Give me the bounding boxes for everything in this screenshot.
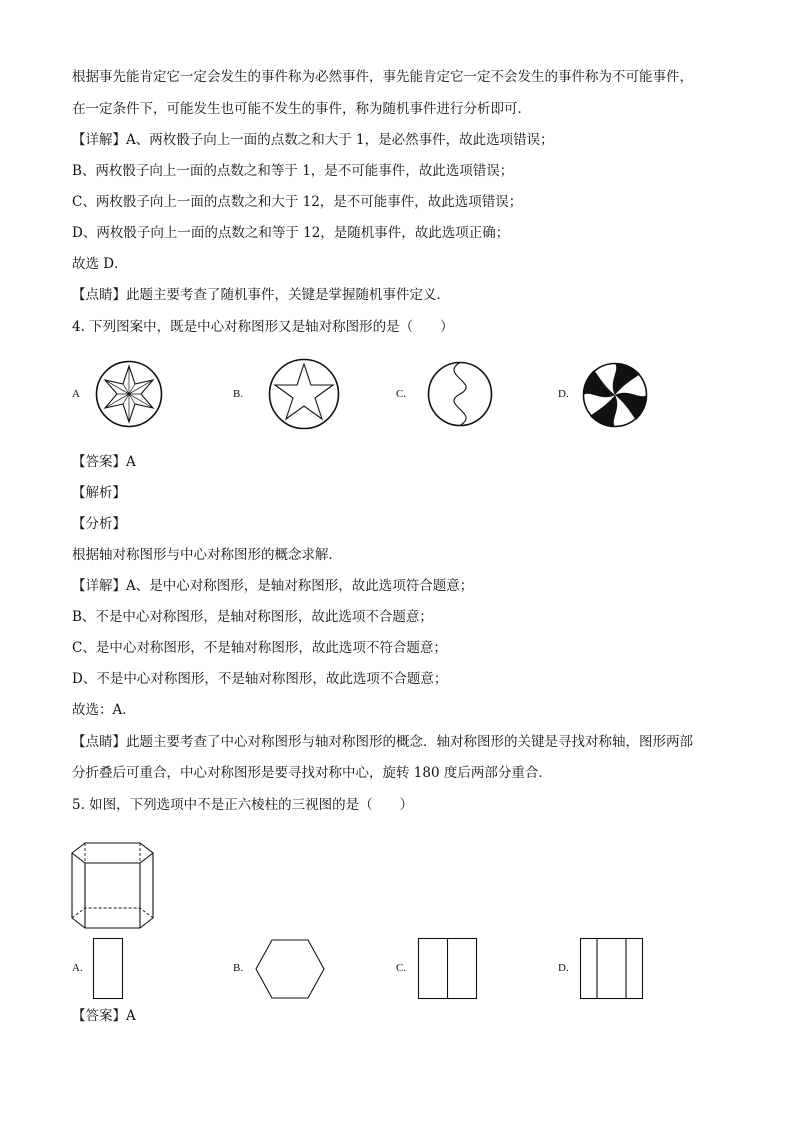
- q4-comment-line-1: 【点睛】此题主要考查了中心对称图形与轴对称图形的概念．轴对称图形的关键是寻找对称轴，图形两部: [72, 734, 693, 750]
- q4-detail-c: C、是中心对称图形，不是轴对称图形，故此选项不符合题意；: [72, 640, 447, 656]
- q4-option-c-figure: [427, 361, 493, 427]
- q4-option-c-label: C.: [396, 388, 407, 400]
- q5-stem: 5. 如图，下列选项中不是正六棱柱的三视图的是（ ）: [72, 797, 414, 813]
- q5-option-d-figure: [580, 938, 643, 999]
- q3-detail-a: 【详解】A、两枚骰子向上一面的点数之和大于 1，是必然事件，故此选项错误；: [72, 132, 554, 148]
- q4-fenxi-text: 根据轴对称图形与中心对称图形的概念求解．: [72, 547, 342, 563]
- q3-comment: 【点睛】此题主要考查了随机事件，关键是掌握随机事件定义．: [72, 287, 450, 303]
- q3-text-line-2: 在一定条件下，可能发生也可能不发生的事件，称为随机事件进行分析即可．: [72, 101, 531, 117]
- q5-option-b-figure: [255, 939, 325, 999]
- q4-detail-a: 【详解】A、是中心对称图形，是轴对称图形，故此选项符合题意；: [72, 578, 474, 594]
- q4-detail-b: B、不是中心对称图形，是轴对称图形，故此选项不合题意；: [72, 609, 433, 625]
- q4-detail-d: D、不是中心对称图形，不是轴对称图形，故此选项不合题意；: [72, 671, 448, 687]
- q3-detail-c: C、两枚骰子向上一面的点数之和大于 12，是不可能事件，故此选项错误；: [72, 194, 523, 210]
- q4-option-a-figure: [95, 360, 163, 428]
- q4-comment-line-2: 分折叠后可重合，中心对称图形是要寻找对称中心，旋转 180 度后两部分重合．: [72, 765, 552, 781]
- q5-hexagonal-prism-figure: [70, 840, 156, 932]
- q5-option-c-figure: [418, 938, 477, 999]
- q5-option-a-figure: [93, 938, 123, 999]
- q4-analysis-heading: 【解析】: [72, 485, 126, 501]
- q5-option-c-label: C.: [396, 962, 407, 974]
- q3-text-line-1: 根据事先能肯定它一定会发生的事件称为必然事件，事先能肯定它一定不会发生的事件称为不可能事件，: [72, 69, 693, 85]
- q4-option-d-label: D.: [558, 388, 569, 400]
- q4-option-b-figure: [268, 358, 340, 430]
- q5-answer: 【答案】A: [72, 1008, 136, 1024]
- q4-option-a-label: A: [72, 388, 80, 400]
- q5-option-b-label: B.: [233, 962, 244, 974]
- q3-detail-d: D、两枚骰子向上一面的点数之和等于 12，是随机事件，故此选项正确；: [72, 225, 510, 241]
- q3-detail-b: B、两枚骰子向上一面的点数之和等于 1，是不可能事件，故此选项错误；: [72, 163, 514, 179]
- q3-choice: 故选 D．: [72, 256, 128, 272]
- q5-option-d-label: D.: [558, 962, 569, 974]
- q5-option-a-label: A.: [72, 962, 83, 974]
- q4-option-d-figure: [582, 362, 648, 428]
- q4-answer: 【答案】A: [72, 454, 136, 470]
- q4-fenxi-heading: 【分析】: [72, 516, 126, 532]
- q4-choice: 故选：A．: [72, 702, 136, 718]
- q4-option-b-label: B.: [233, 388, 244, 400]
- q4-stem: 4. 下列图案中，既是中心对称图形又是轴对称图形的是（ ）: [72, 319, 454, 335]
